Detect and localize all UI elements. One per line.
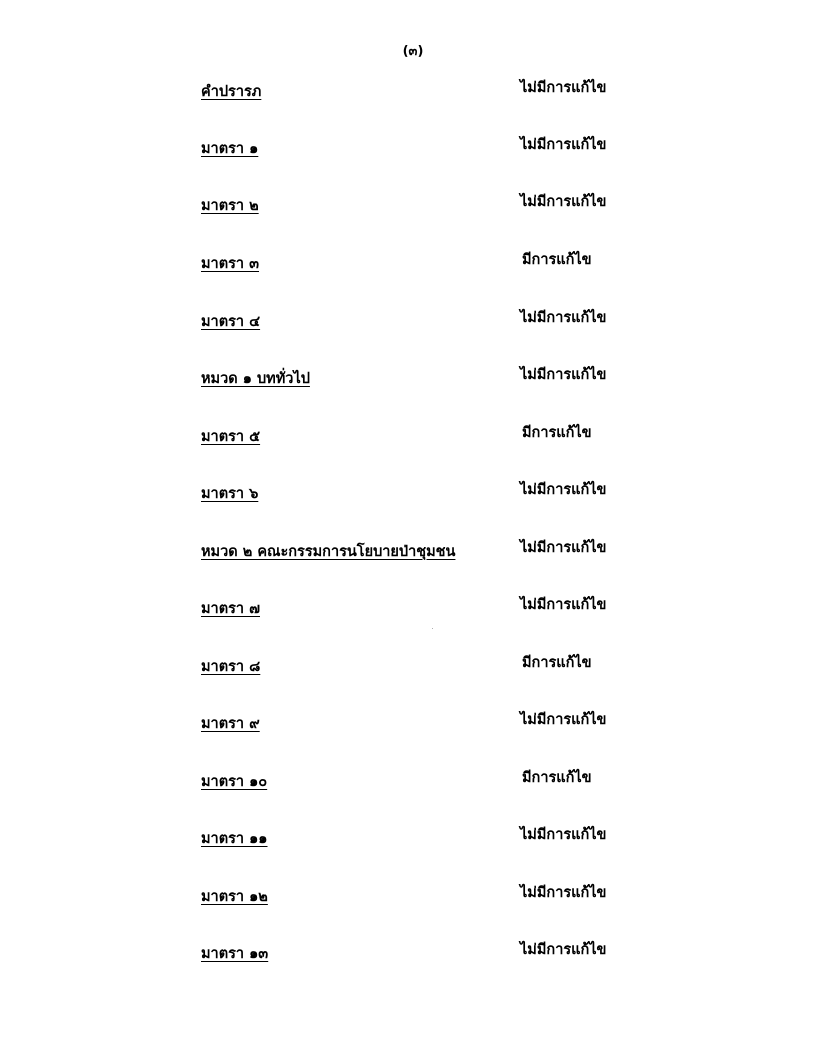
list-item [0, 306, 816, 336]
section-label: มาตรา ๘ [201, 659, 261, 675]
section-label: มาตรา ๑ [201, 141, 259, 157]
section-label: มาตรา ๑๒ [201, 889, 268, 905]
list-item [0, 938, 816, 968]
status-label: ไม่มีการแก้ไข [520, 597, 607, 613]
status-label: ไม่มีการแก้ไข [520, 482, 607, 498]
list-item [0, 421, 816, 451]
section-label: มาตรา ๔ [201, 314, 261, 330]
section-label: มาตรา ๖ [201, 486, 259, 502]
page-number: (๓) [402, 44, 424, 59]
status-label: ไม่มีการแก้ไข [520, 80, 607, 96]
section-label: มาตรา ๑๐ [201, 774, 268, 790]
status-label: ไม่มีการแก้ไข [520, 310, 607, 326]
section-label: หมวด ๑ บททั่วไป [201, 371, 310, 387]
list-item [0, 536, 816, 566]
status-label: ไม่มีการแก้ไข [520, 194, 607, 210]
list-item [0, 881, 816, 911]
section-label: มาตรา ๙ [201, 716, 260, 732]
section-label: หมวด ๒ คณะกรรมการนโยบายป่าชุมชน [201, 544, 456, 560]
status-label: มีการแก้ไข [522, 425, 592, 441]
list-item [0, 363, 816, 393]
list-item [0, 478, 816, 508]
section-label: มาตรา ๒ [201, 198, 259, 214]
section-label: มาตรา ๕ [201, 429, 261, 445]
status-label: ไม่มีการแก้ไข [520, 885, 607, 901]
section-label: มาตรา ๑๓ [201, 946, 269, 962]
status-label: มีการแก้ไข [522, 252, 592, 268]
status-label: ไม่มีการแก้ไข [520, 827, 607, 843]
list-item [0, 708, 816, 738]
status-label: ไม่มีการแก้ไข [520, 137, 607, 153]
status-label: ไม่มีการแก้ไข [520, 367, 607, 383]
status-label: ไม่มีการแก้ไข [520, 712, 607, 728]
list-item [0, 133, 816, 163]
section-label: มาตรา ๑๑ [201, 831, 268, 847]
list-item [0, 766, 816, 796]
section-label: มาตรา ๓ [201, 256, 260, 272]
status-label: มีการแก้ไข [522, 655, 592, 671]
scan-speck [432, 628, 433, 629]
list-item [0, 190, 816, 220]
list-item [0, 76, 816, 106]
section-label: คำปรารภ [201, 84, 262, 100]
list-item [0, 823, 816, 853]
list-item [0, 651, 816, 681]
section-label: มาตรา ๗ [201, 601, 260, 617]
list-item [0, 248, 816, 278]
status-label: ไม่มีการแก้ไข [520, 942, 607, 958]
status-label: มีการแก้ไข [522, 770, 592, 786]
list-item [0, 593, 816, 623]
status-label: ไม่มีการแก้ไข [520, 540, 607, 556]
